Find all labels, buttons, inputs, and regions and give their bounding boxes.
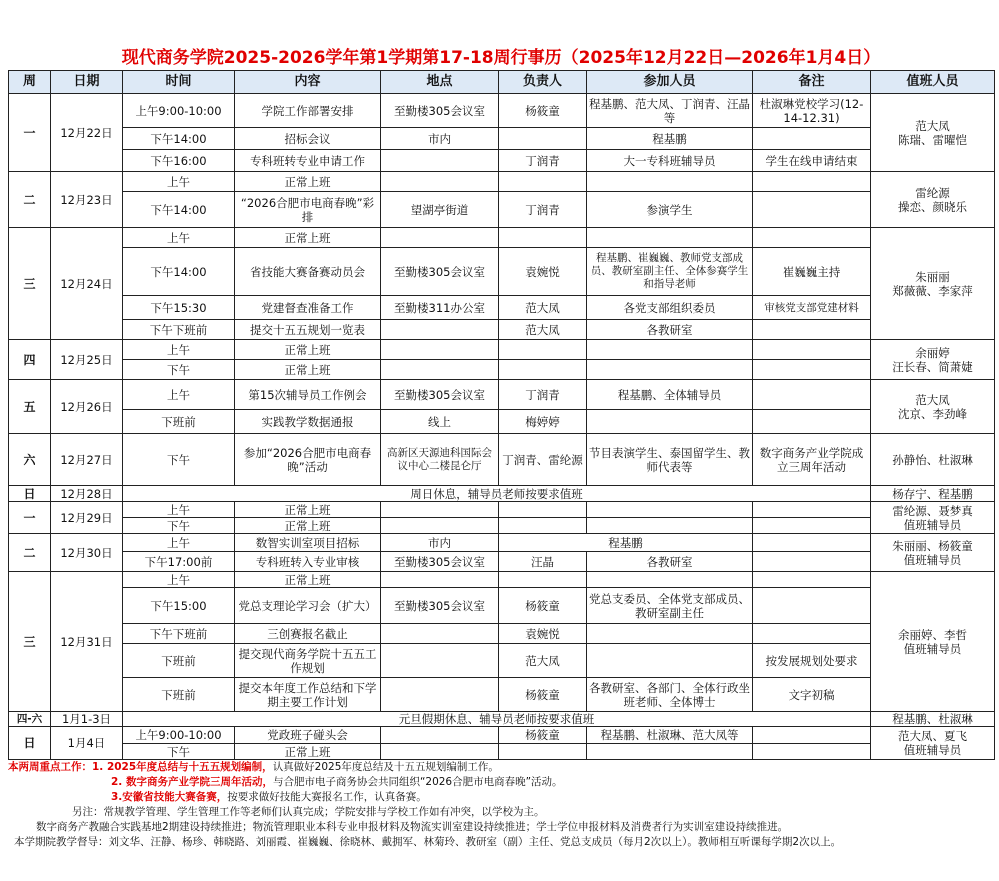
people-cell (587, 624, 753, 644)
content-cell: 学院工作部署安排 (235, 94, 381, 128)
weekday-cell: 三 (9, 228, 51, 340)
table-row (9, 744, 995, 760)
table-row (9, 572, 995, 588)
time-cell: 上午 (123, 380, 235, 410)
time-cell: 下午下班前 (123, 624, 235, 644)
people-cell (587, 340, 753, 360)
table-row (9, 248, 995, 296)
owner-cell: 范大凤 (499, 644, 587, 678)
owner-cell: 杨筱童 (499, 678, 587, 712)
time-cell: 下午下班前 (123, 320, 235, 340)
place-cell: 至勤楼305会议室 (381, 380, 499, 410)
table-row (9, 380, 995, 410)
content-cell: 党总支理论学习会（扩大） (235, 588, 381, 624)
date-cell: 12月28日 (51, 486, 123, 502)
people-cell (587, 518, 753, 534)
owner-cell (499, 502, 587, 518)
duty-cell: 程基鹏、杜淑琳 (871, 712, 995, 727)
date-cell: 1月4日 (51, 727, 123, 760)
owner-cell: 杨筱童 (499, 588, 587, 624)
header-duty: 值班人员 (871, 71, 995, 94)
place-cell (381, 320, 499, 340)
people-cell (587, 360, 753, 380)
place-cell (381, 360, 499, 380)
people-cell (587, 744, 753, 760)
note-cell (753, 744, 871, 760)
date-cell: 12月24日 (51, 228, 123, 340)
content-cell: 正常上班 (235, 744, 381, 760)
content-cell: 专科班转入专业审核 (235, 552, 381, 572)
notes-section (8, 760, 994, 850)
header-note: 备注 (753, 71, 871, 94)
place-cell (381, 644, 499, 678)
content-cell: 提交本年度工作总结和下学期主要工作计划 (235, 678, 381, 712)
note-cell (753, 572, 871, 588)
notes-other: 另注：常规教学管理、学生管理工作等老师们认真完成；学院安排与学校工作如有冲突，以学校为主。 (72, 806, 545, 818)
content-cell: 提交现代商务学院十五五工作规划 (235, 644, 381, 678)
note-cell: 数字商务产业学院成立三周年活动 (753, 434, 871, 486)
table-row (9, 678, 995, 712)
place-cell: 市内 (381, 128, 499, 150)
duty-cell: 雷纶源 操恋、颜晓乐 (871, 172, 995, 228)
table-row (9, 434, 995, 486)
people-cell: 程基鹏、范大凤、丁润青、汪晶等 (587, 94, 753, 128)
place-cell (381, 502, 499, 518)
time-cell: 下午15:00 (123, 588, 235, 624)
note-cell (753, 228, 871, 248)
notes-line-3 (8, 790, 994, 805)
table-row (9, 552, 995, 572)
time-cell: 上午9:00-10:00 (123, 94, 235, 128)
people-cell (587, 228, 753, 248)
header-owner: 负责人 (499, 71, 587, 94)
owner-cell (499, 228, 587, 248)
notes-item3-title: 3.安徽省技能大赛备赛， (111, 791, 228, 803)
note-cell (753, 534, 871, 552)
note-cell (753, 360, 871, 380)
weekday-cell: 四 (9, 340, 51, 380)
owner-cell (499, 572, 587, 588)
weekday-cell: 三 (9, 572, 51, 712)
note-cell: 学生在线申请结束 (753, 150, 871, 172)
people-cell: 程基鹏 (587, 128, 753, 150)
people-cell (587, 410, 753, 434)
people-cell: 大一专科班辅导员 (587, 150, 753, 172)
note-cell (753, 410, 871, 434)
weekday-cell: 二 (9, 172, 51, 228)
people-cell: 各教研室 (587, 320, 753, 340)
people-cell: 各党支部组织委员 (587, 296, 753, 320)
note-cell (753, 502, 871, 518)
owner-cell: 梅婷婷 (499, 410, 587, 434)
people-cell: 参演学生 (587, 192, 753, 228)
time-cell: 上午 (123, 340, 235, 360)
duty-cell: 范大凤、夏飞 值班辅导员 (871, 727, 995, 760)
table-row (9, 534, 995, 552)
notes-base: 数字商务产教融合实践基地2期建设持续推进；物流管理职业本科专业申报材料及物流实训室建设持续推进；学士学位申报材料及消费者行为实训室建设持续推进。 (36, 821, 789, 833)
place-cell (381, 150, 499, 172)
place-cell (381, 340, 499, 360)
notes-item1-text: 认真做好2025年度总结及十五五规划编制工作。 (272, 761, 499, 773)
time-cell: 下午 (123, 434, 235, 486)
duty-cell: 范大凤 沈京、李劲峰 (871, 380, 995, 434)
table-row (9, 192, 995, 228)
date-cell: 12月27日 (51, 434, 123, 486)
date-cell: 12月29日 (51, 502, 123, 534)
header-date: 日期 (51, 71, 123, 94)
content-cell: 正常上班 (235, 228, 381, 248)
weekday-cell: 一 (9, 502, 51, 534)
table-row (9, 486, 995, 502)
people-cell: 各教研室 (587, 552, 753, 572)
header-row (9, 71, 995, 94)
time-cell: 下午 (123, 744, 235, 760)
duty-cell: 范大凤 陈瑞、雷曜恺 (871, 94, 995, 172)
time-cell: 上午9:00-10:00 (123, 727, 235, 744)
note-cell: 按发展规划处要求 (753, 644, 871, 678)
weekday-cell: 二 (9, 534, 51, 572)
owner-cell (499, 172, 587, 192)
people-cell: 程基鹏 (499, 534, 753, 552)
place-cell: 至勤楼311办公室 (381, 296, 499, 320)
people-cell: 各教研室、各部门、全体行政坐班老师、全体博士 (587, 678, 753, 712)
table-row (9, 150, 995, 172)
people-cell: 程基鹏、杜淑琳、范大凤等 (587, 727, 753, 744)
date-cell: 12月25日 (51, 340, 123, 380)
notes-item3-text: 按要求做好技能大赛报名工作，认真备赛。 (227, 791, 427, 803)
place-cell (381, 727, 499, 744)
time-cell: 下班前 (123, 410, 235, 434)
header-place: 地点 (381, 71, 499, 94)
schedule-table (8, 70, 995, 760)
table-row (9, 588, 995, 624)
calendar-page (8, 0, 994, 850)
owner-cell: 杨筱童 (499, 94, 587, 128)
time-cell: 下午14:00 (123, 192, 235, 228)
content-cell: 党建督查准备工作 (235, 296, 381, 320)
time-cell: 下班前 (123, 644, 235, 678)
owner-cell: 袁婉悦 (499, 248, 587, 296)
duty-cell: 杨存宁、程基鹏 (871, 486, 995, 502)
owner-cell (499, 518, 587, 534)
header-people: 参加人员 (587, 71, 753, 94)
content-cell: 招标会议 (235, 128, 381, 150)
place-cell (381, 518, 499, 534)
place-cell: 望湖亭街道 (381, 192, 499, 228)
time-cell: 上午 (123, 228, 235, 248)
header-content: 内容 (235, 71, 381, 94)
place-cell (381, 572, 499, 588)
content-cell: 正常上班 (235, 572, 381, 588)
notes-item1-title: 1. 2025年度总结与十五五规划编制， (92, 761, 273, 773)
table-row (9, 712, 995, 727)
time-cell: 下午 (123, 360, 235, 380)
note-cell (753, 518, 871, 534)
table-row (9, 410, 995, 434)
table-row (9, 128, 995, 150)
owner-cell (499, 128, 587, 150)
notes-line-2 (8, 775, 994, 790)
content-cell: 数智实训室项目招标 (235, 534, 381, 552)
table-row (9, 360, 995, 380)
note-cell: 文字初稿 (753, 678, 871, 712)
note-cell: 崔巍巍主持 (753, 248, 871, 296)
time-cell: 下午 (123, 518, 235, 534)
note-cell (753, 588, 871, 624)
people-cell: 节目表演学生、泰国留学生、教师代表等 (587, 434, 753, 486)
people-cell: 党总支委员、全体党支部成员、教研室副主任 (587, 588, 753, 624)
owner-cell: 杨筱童 (499, 727, 587, 744)
content-cell: “2026合肥市电商春晚”彩排 (235, 192, 381, 228)
header-time: 时间 (123, 71, 235, 94)
note-cell (753, 172, 871, 192)
date-cell: 12月23日 (51, 172, 123, 228)
owner-cell: 汪晶 (499, 552, 587, 572)
note-cell: 杜淑琳党校学习(12-14-12.31) (753, 94, 871, 128)
content-cell: 正常上班 (235, 360, 381, 380)
people-cell (587, 172, 753, 192)
weekday-cell: 六 (9, 434, 51, 486)
date-cell: 1月1-3日 (51, 712, 123, 727)
place-cell: 至勤楼305会议室 (381, 552, 499, 572)
owner-cell (499, 340, 587, 360)
weekday-cell: 四-六 (9, 712, 51, 727)
duty-cell: 孙静怡、杜淑琳 (871, 434, 995, 486)
duty-cell: 朱丽丽 郑薇薇、李家萍 (871, 228, 995, 340)
time-cell: 下午16:00 (123, 150, 235, 172)
weekday-cell: 一 (9, 94, 51, 172)
owner-cell: 袁婉悦 (499, 624, 587, 644)
note-cell (753, 624, 871, 644)
table-row (9, 296, 995, 320)
note-cell (753, 320, 871, 340)
owner-cell (499, 744, 587, 760)
content-cell: 正常上班 (235, 502, 381, 518)
content-cell: 党政班子碰头会 (235, 727, 381, 744)
people-cell (587, 644, 753, 678)
time-cell: 下班前 (123, 678, 235, 712)
place-cell: 线上 (381, 410, 499, 434)
date-cell: 12月31日 (51, 572, 123, 712)
date-cell: 12月22日 (51, 94, 123, 172)
content-cell: 正常上班 (235, 172, 381, 192)
table-row (9, 502, 995, 518)
weekday-cell: 五 (9, 380, 51, 434)
duty-cell: 余丽婷、李哲 值班辅导员 (871, 572, 995, 712)
content-cell: 正常上班 (235, 518, 381, 534)
place-cell: 市内 (381, 534, 499, 552)
time-cell: 下午15:30 (123, 296, 235, 320)
note-cell: 审核党支部党建材料 (753, 296, 871, 320)
table-row (9, 340, 995, 360)
duty-cell: 余丽婷 汪长春、简萧婕 (871, 340, 995, 380)
owner-cell: 丁润青、雷纶源 (499, 434, 587, 486)
notes-label: 本两周重点工作： (8, 761, 92, 773)
time-cell: 下午17:00前 (123, 552, 235, 572)
page-title: 现代商务学院2025-2026学年第1学期第17-18周行事历（2025年12月22日—2026年1月4日） (121, 48, 881, 68)
place-cell (381, 744, 499, 760)
place-cell (381, 228, 499, 248)
owner-cell: 范大凤 (499, 320, 587, 340)
table-row (9, 94, 995, 128)
content-cell: 专科班转专业申请工作 (235, 150, 381, 172)
notes-item2-title: 2. 数字商务产业学院三周年活动， (111, 776, 273, 788)
merged-note-cell: 元旦假期休息、辅导员老师按要求值班 (123, 712, 871, 727)
people-cell: 程基鹏、全体辅导员 (587, 380, 753, 410)
notes-item2-text: 与合肥市电子商务协会共同组织“2026合肥市电商春晚”活动。 (272, 776, 563, 788)
content-cell: 参加“2026合肥市电商春晚”活动 (235, 434, 381, 486)
place-cell (381, 172, 499, 192)
content-cell: 三创赛报名截止 (235, 624, 381, 644)
place-cell: 高新区天源迪科国际会议中心二楼昆仑厅 (381, 434, 499, 486)
notes-line-1 (8, 760, 994, 775)
people-cell (587, 502, 753, 518)
time-cell: 上午 (123, 572, 235, 588)
note-cell (753, 380, 871, 410)
table-row (9, 624, 995, 644)
people-cell: 程基鹏、崔巍巍、教师党支部成员、教研室副主任、全体参赛学生和指导老师 (587, 248, 753, 296)
time-cell: 下午14:00 (123, 248, 235, 296)
time-cell: 上午 (123, 502, 235, 518)
owner-cell: 范大凤 (499, 296, 587, 320)
place-cell: 至勤楼305会议室 (381, 588, 499, 624)
table-row (9, 644, 995, 678)
note-cell (753, 192, 871, 228)
place-cell: 至勤楼305会议室 (381, 94, 499, 128)
table-row (9, 228, 995, 248)
content-cell: 第15次辅导员工作例会 (235, 380, 381, 410)
table-row (9, 727, 995, 744)
table-row (9, 320, 995, 340)
time-cell: 下午14:00 (123, 128, 235, 150)
place-cell: 至勤楼305会议室 (381, 248, 499, 296)
table-row (9, 172, 995, 192)
place-cell (381, 624, 499, 644)
owner-cell (499, 360, 587, 380)
content-cell: 实践教学数据通报 (235, 410, 381, 434)
content-cell: 正常上班 (235, 340, 381, 360)
note-cell (753, 340, 871, 360)
header-week: 周 (9, 71, 51, 94)
duty-cell: 雷纶源、聂梦真 值班辅导员 (871, 502, 995, 534)
merged-note-cell: 周日休息，辅导员老师按要求值班 (123, 486, 871, 502)
duty-cell: 朱丽丽、杨筱童 值班辅导员 (871, 534, 995, 572)
time-cell: 上午 (123, 172, 235, 192)
weekday-cell: 日 (9, 486, 51, 502)
owner-cell: 丁润青 (499, 192, 587, 228)
content-cell: 省技能大赛备赛动员会 (235, 248, 381, 296)
notes-supervise: 本学期院教学督导：刘文华、汪静、杨珍、韩晓路、刘丽霞、崔巍巍、徐晓林、戴拥军、林菊玲、教研室（副）主任、党总支成员（每月2次以上）。教师相互听课每学期2次以上。 (14, 836, 842, 848)
owner-cell: 丁润青 (499, 380, 587, 410)
note-cell (753, 727, 871, 744)
content-cell: 提交十五五规划一览表 (235, 320, 381, 340)
date-cell: 12月30日 (51, 534, 123, 572)
place-cell (381, 678, 499, 712)
time-cell: 上午 (123, 534, 235, 552)
weekday-cell: 日 (9, 727, 51, 760)
note-cell (753, 552, 871, 572)
people-cell (587, 572, 753, 588)
table-row (9, 518, 995, 534)
owner-cell: 丁润青 (499, 150, 587, 172)
note-cell (753, 128, 871, 150)
date-cell: 12月26日 (51, 380, 123, 434)
